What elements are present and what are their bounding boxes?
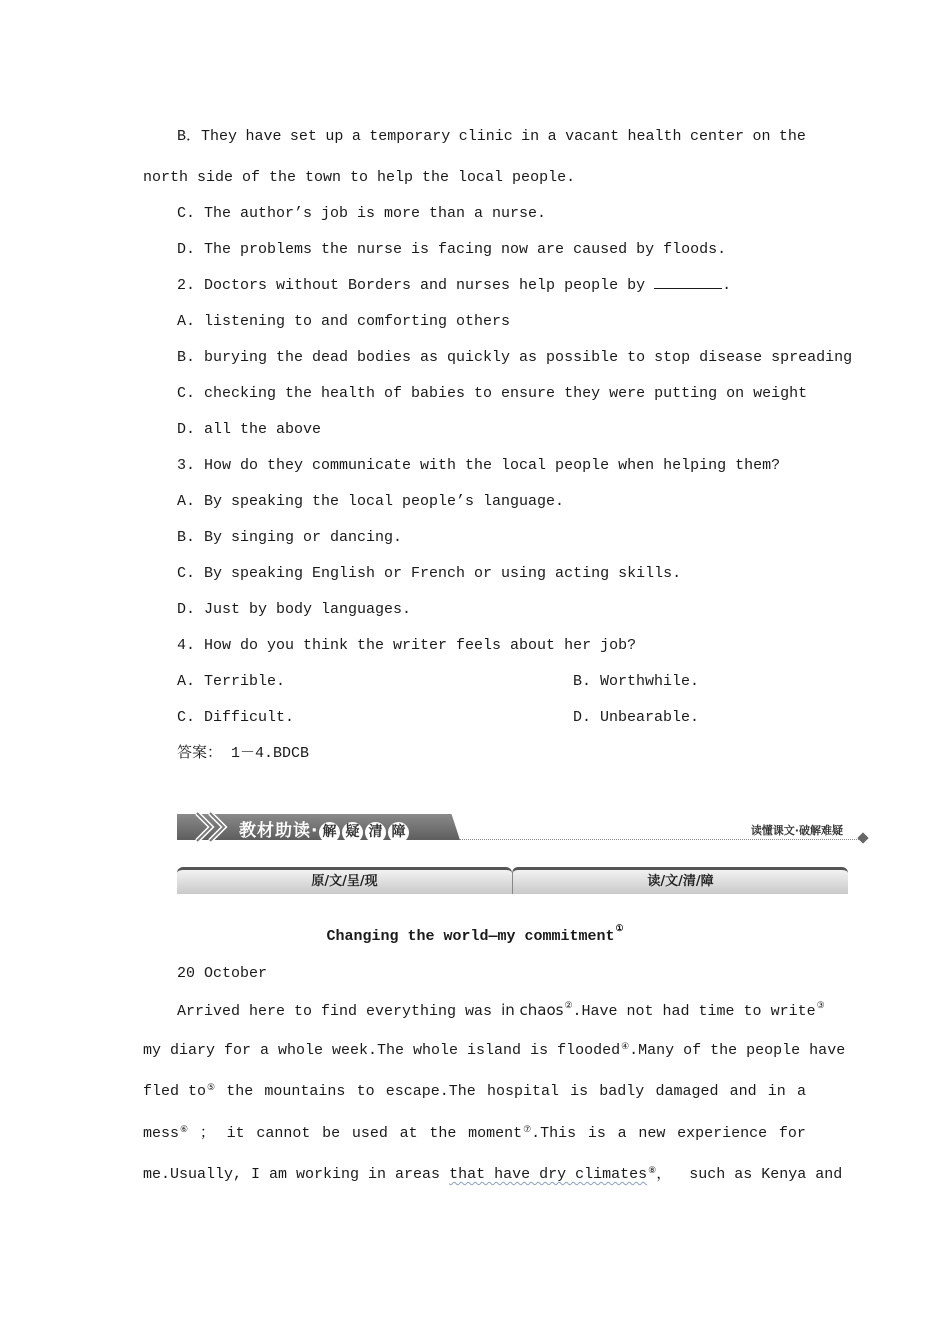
q2-stem-end: . <box>722 277 732 294</box>
word: in <box>521 128 540 145</box>
word: the <box>226 1083 254 1100</box>
segment <box>143 1082 215 1102</box>
passage-line-1 <box>177 1000 825 1022</box>
note-marker: ⑦ <box>523 1125 532 1135</box>
word: moment <box>468 1125 523 1142</box>
word: is <box>587 1125 606 1142</box>
text: Arrived here to find everything was <box>177 1003 502 1020</box>
word: in <box>767 1083 786 1100</box>
note-marker: ② <box>564 1001 573 1011</box>
diamond-icon <box>857 832 868 843</box>
passage-line-4 <box>143 1124 806 1144</box>
word: be <box>322 1125 341 1142</box>
q3-stem: 3. How do they communicate with the local people when helping them? <box>177 457 781 474</box>
passage-line-2 <box>143 1041 846 1061</box>
word: it <box>226 1125 245 1142</box>
word: new <box>638 1125 666 1142</box>
q3-option-a: A. By speaking the local people’s language. <box>177 493 565 510</box>
word: health <box>627 128 682 145</box>
q1-option-b-line1 <box>177 127 806 147</box>
word: escape.The <box>385 1083 476 1100</box>
word: the <box>429 1125 457 1142</box>
word: mess <box>143 1125 180 1142</box>
word: a <box>547 128 557 145</box>
banner-subtitle: 读懂课文·破解难疑 <box>750 824 843 837</box>
q4-option-c: C. Difficult. <box>177 709 295 726</box>
word: is <box>570 1083 589 1100</box>
text: my diary for a whole week.The whole island is flooded <box>143 1042 621 1059</box>
q1-option-b-line2: north side of the town to help the local people. <box>143 169 576 186</box>
word: up <box>325 128 344 145</box>
circled-char: 解 <box>319 822 340 843</box>
word: hospital <box>486 1083 559 1100</box>
q2-option-a: A. listening to and comforting others <box>177 313 511 330</box>
q4-stem: 4. How do you think the writer feels about her job? <box>177 637 637 654</box>
q4-option-b: B. Worthwhile. <box>573 673 700 690</box>
word: a <box>617 1125 627 1142</box>
word: a <box>796 1083 806 1100</box>
q1-option-d: D. The problems the nurse is facing now are caused by floods. <box>177 241 727 258</box>
text: .Many of the people have <box>629 1042 846 1059</box>
passage-title-text: Changing the world—my commitment <box>326 928 615 945</box>
word: for <box>778 1125 806 1142</box>
circled-char: 清 <box>365 822 386 843</box>
section-banner <box>177 810 867 844</box>
q2-stem-text: 2. Doctors without Borders and nurses help people by <box>177 277 655 294</box>
q2-option-d: D. all the above <box>177 421 322 438</box>
column-tabs <box>177 867 848 894</box>
answer-key: 答案： 1－4.BDCB <box>177 745 310 762</box>
word: at <box>399 1125 418 1142</box>
passage-line-3 <box>143 1082 806 1102</box>
note-marker: ③ <box>816 1001 825 1011</box>
text: ， such as Kenya and <box>656 1166 843 1183</box>
q2-option-c: C. checking the health of babies to ensure they were putting on weight <box>177 385 808 402</box>
word: fled to <box>143 1083 207 1100</box>
q3-option-b: B. By singing or dancing. <box>177 529 403 546</box>
q3-option-c: C. By speaking English or French or using acting skills. <box>177 565 682 582</box>
text: me.Usually, I am working in areas <box>143 1166 450 1183</box>
banner-title <box>239 816 410 843</box>
word: set <box>289 128 317 145</box>
word: used <box>351 1125 388 1142</box>
word: and <box>729 1083 757 1100</box>
word: cannot <box>256 1125 311 1142</box>
tab-original-text[interactable]: 原/文/呈/现 <box>177 867 512 894</box>
q4-option-d: D. Unbearable. <box>573 709 700 726</box>
segment <box>143 1124 188 1144</box>
word: temporary <box>369 128 451 145</box>
word: B．They <box>177 128 238 145</box>
q1-option-c: C. The author’s job is more than a nurse. <box>177 205 547 222</box>
word: clinic <box>458 128 513 145</box>
note-marker: ⑥ <box>180 1125 189 1135</box>
word: ； <box>199 1125 215 1142</box>
word: experience <box>677 1125 768 1142</box>
text: .Have not had time to write <box>572 1003 816 1020</box>
word: .This <box>531 1125 577 1142</box>
passage-line-5 <box>143 1165 842 1185</box>
word: damaged <box>655 1083 719 1100</box>
wavy-underlined-phrase: that have dry climates <box>449 1166 648 1183</box>
note-marker: ④ <box>621 1042 630 1052</box>
q2-option-b: B. burying the dead bodies as quickly as possible to stop disease spreading <box>177 349 853 366</box>
word: a <box>351 128 361 145</box>
passage-date: 20 October <box>177 965 268 982</box>
keyword-in-chaos: in chaos <box>501 1001 564 1019</box>
segment <box>468 1124 576 1144</box>
q4-option-a: A. Terrible. <box>177 673 286 690</box>
circled-char: 疑 <box>342 822 363 843</box>
word: vacant <box>565 128 620 145</box>
word: have <box>245 128 282 145</box>
banner-lead: 教材助读· <box>239 821 319 841</box>
note-marker: ⑧ <box>648 1166 657 1176</box>
word: mountains <box>264 1083 346 1100</box>
word: center <box>689 128 744 145</box>
answer-blank <box>654 276 722 289</box>
q3-option-d: D. Just by body languages. <box>177 601 412 618</box>
tab-reading-notes[interactable]: 读/文/清/障 <box>512 867 848 894</box>
segment <box>143 1041 629 1061</box>
word: to <box>356 1083 375 1100</box>
banner-divider <box>460 839 859 840</box>
passage-title <box>0 924 950 945</box>
circled-char: 障 <box>388 822 409 843</box>
word: on <box>752 128 771 145</box>
q2-stem <box>177 276 731 296</box>
word: badly <box>599 1083 645 1100</box>
note-marker: ⑤ <box>207 1083 216 1093</box>
word: the <box>778 128 806 145</box>
double-chevron-icon <box>193 810 233 844</box>
note-marker: ① <box>615 924 624 934</box>
